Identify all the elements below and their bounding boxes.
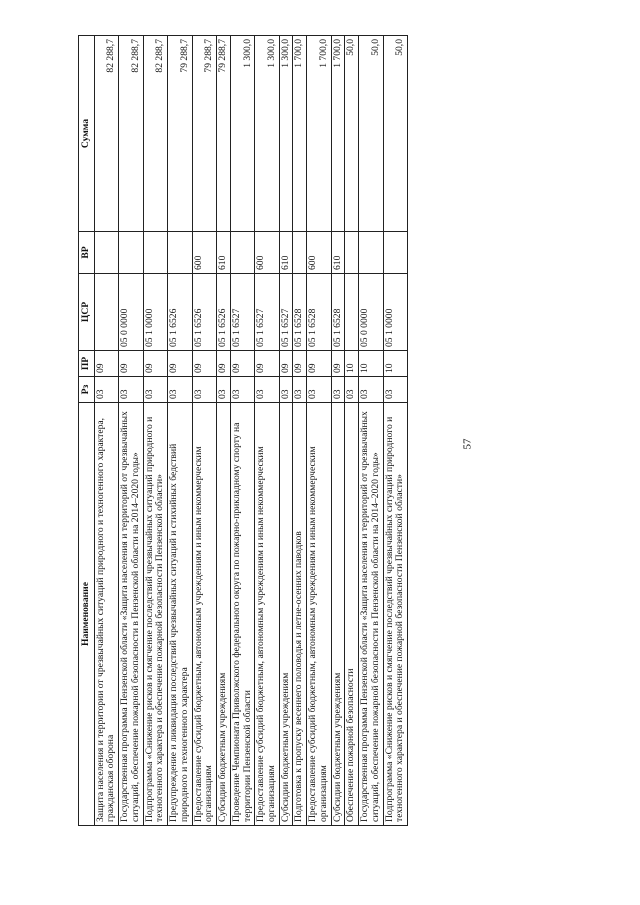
header-pr: ПР — [79, 351, 95, 377]
cell-sum: 50,0 — [345, 36, 359, 232]
cell-rz: 03 — [168, 377, 192, 403]
cell-pr: 09 — [230, 351, 254, 377]
cell-pr: 10 — [359, 351, 383, 377]
table-row — [383, 36, 407, 826]
cell-vr: 600 — [255, 232, 279, 274]
cell-rz: 03 — [94, 377, 118, 403]
cell-vr — [345, 232, 359, 274]
cell-name: Предоставление субсидий бюджетным, автономным учреждениям и иным некоммерческим организациям — [255, 403, 279, 826]
cell-rz: 03 — [331, 377, 345, 403]
table-row — [192, 36, 216, 826]
cell-csr: 05 0 0000 — [359, 274, 383, 351]
cell-sum: 79 288,7 — [192, 36, 216, 232]
cell-name: Государственная программа Пензенской области «Защита населения и территорий от чрезвычайных ситуаций, обеспечение пожарной безопасности в Пензенской области на 2014–2020 годы» — [119, 403, 143, 826]
cell-rz: 03 — [143, 377, 167, 403]
table-row — [307, 36, 331, 826]
cell-name: Подготовка к пропуску весеннего половодья и летне-осенних паводков — [293, 403, 307, 826]
table-row — [119, 36, 143, 826]
cell-rz: 03 — [307, 377, 331, 403]
table-row — [143, 36, 167, 826]
rotated-page-content — [78, 36, 546, 826]
table-row — [331, 36, 345, 826]
cell-name: Предупреждение и ликвидация последствий чрезвычайных ситуаций и стихийных бедствий природного и техногенного характера — [168, 403, 192, 826]
cell-pr: 09 — [307, 351, 331, 377]
cell-csr: 05 1 0000 — [383, 274, 407, 351]
cell-sum: 1 300,0 — [279, 36, 293, 232]
cell-vr: 600 — [192, 232, 216, 274]
cell-rz: 03 — [217, 377, 231, 403]
cell-vr — [383, 232, 407, 274]
cell-csr: 05 1 6528 — [293, 274, 307, 351]
cell-rz: 03 — [119, 377, 143, 403]
cell-csr — [345, 274, 359, 351]
cell-name: Подпрограмма «Снижение рисков и смягчение последствий чрезвычайных ситуаций природного и техногенного характера и обеспечение пожарной безопасности Пензенской области» — [143, 403, 167, 826]
cell-sum: 82 288,7 — [143, 36, 167, 232]
cell-rz: 03 — [192, 377, 216, 403]
cell-sum: 50,0 — [359, 36, 383, 232]
header-csr: ЦСР — [79, 274, 95, 351]
table-row — [345, 36, 359, 826]
cell-name: Государственная программа Пензенской области «Защита населения и территорий от чрезвычайных ситуаций, обеспечение пожарной безопасности в Пензенской области на 2014–2020 годы» — [359, 403, 383, 826]
cell-pr: 09 — [331, 351, 345, 377]
cell-pr: 09 — [293, 351, 307, 377]
cell-vr — [359, 232, 383, 274]
cell-name: Обеспечение пожарной безопасности — [345, 403, 359, 826]
cell-pr: 09 — [192, 351, 216, 377]
cell-name: Проведение Чемпионата Приволжского федерального округа по пожарно-прикладному спорту на территории Пензенской области — [230, 403, 254, 826]
cell-vr — [119, 232, 143, 274]
cell-csr: 05 1 6526 — [168, 274, 192, 351]
cell-rz: 03 — [279, 377, 293, 403]
cell-csr: 05 1 6527 — [230, 274, 254, 351]
table-row — [217, 36, 231, 826]
header-sum: Сумма — [79, 36, 95, 232]
table-row — [293, 36, 307, 826]
cell-pr: 09 — [279, 351, 293, 377]
cell-rz: 03 — [359, 377, 383, 403]
cell-csr: 05 1 6526 — [192, 274, 216, 351]
header-name: Наименование — [79, 403, 95, 826]
cell-csr — [94, 274, 118, 351]
cell-name: Подпрограмма «Снижение рисков и смягчение последствий чрезвычайных ситуаций природного и техногенного характера и обеспечение пожарной безопасности Пензенской области» — [383, 403, 407, 826]
cell-rz: 03 — [230, 377, 254, 403]
cell-vr: 610 — [217, 232, 231, 274]
cell-pr: 09 — [255, 351, 279, 377]
cell-sum: 1 700,0 — [307, 36, 331, 232]
cell-vr — [168, 232, 192, 274]
cell-csr: 05 1 6526 — [217, 274, 231, 351]
cell-name: Предоставление субсидий бюджетным, автономным учреждениям и иным некоммерческим организациям — [192, 403, 216, 826]
cell-vr — [293, 232, 307, 274]
cell-csr: 05 1 6527 — [255, 274, 279, 351]
cell-pr: 09 — [168, 351, 192, 377]
table-row — [359, 36, 383, 826]
cell-name: Субсидии бюджетным учреждениям — [279, 403, 293, 826]
cell-vr — [143, 232, 167, 274]
cell-sum: 82 288,7 — [94, 36, 118, 232]
cell-rz: 03 — [293, 377, 307, 403]
cell-name: Субсидии бюджетным учреждениям — [217, 403, 231, 826]
cell-csr: 05 1 6528 — [307, 274, 331, 351]
page-number: 57 — [461, 438, 474, 450]
table-row — [168, 36, 192, 826]
cell-sum: 1 300,0 — [255, 36, 279, 232]
cell-sum: 79 288,7 — [217, 36, 231, 232]
cell-sum: 1 700,0 — [331, 36, 345, 232]
cell-vr: 600 — [307, 232, 331, 274]
cell-pr: 10 — [345, 351, 359, 377]
cell-pr: 10 — [383, 351, 407, 377]
cell-csr: 05 1 0000 — [143, 274, 167, 351]
table-row — [230, 36, 254, 826]
cell-name: Защита населения и территории от чрезвычайных ситуаций природного и техногенного характера, гражданская оборона — [94, 403, 118, 826]
cell-sum: 1 700,0 — [293, 36, 307, 232]
cell-vr — [230, 232, 254, 274]
cell-vr: 610 — [279, 232, 293, 274]
table-header-row — [79, 36, 95, 826]
cell-name: Предоставление субсидий бюджетным, автономным учреждениям и иным некоммерческим организациям — [307, 403, 331, 826]
table-row — [255, 36, 279, 826]
cell-vr: 610 — [331, 232, 345, 274]
budget-table — [78, 35, 408, 826]
cell-vr — [94, 232, 118, 274]
cell-pr: 09 — [217, 351, 231, 377]
cell-sum: 1 300,0 — [230, 36, 254, 232]
cell-pr: 09 — [94, 351, 118, 377]
header-vr: ВР — [79, 232, 95, 274]
cell-rz: 03 — [255, 377, 279, 403]
table-row — [279, 36, 293, 826]
cell-rz: 03 — [383, 377, 407, 403]
cell-name: Субсидии бюджетным учреждениям — [331, 403, 345, 826]
cell-csr: 05 0 0000 — [119, 274, 143, 351]
table-row — [94, 36, 118, 826]
cell-pr: 09 — [119, 351, 143, 377]
cell-csr: 05 1 6528 — [331, 274, 345, 351]
header-rz: Рз — [79, 377, 95, 403]
cell-rz: 03 — [345, 377, 359, 403]
cell-pr: 09 — [143, 351, 167, 377]
cell-csr: 05 1 6527 — [279, 274, 293, 351]
cell-sum: 50,0 — [383, 36, 407, 232]
cell-sum: 82 288,7 — [119, 36, 143, 232]
cell-sum: 79 288,7 — [168, 36, 192, 232]
